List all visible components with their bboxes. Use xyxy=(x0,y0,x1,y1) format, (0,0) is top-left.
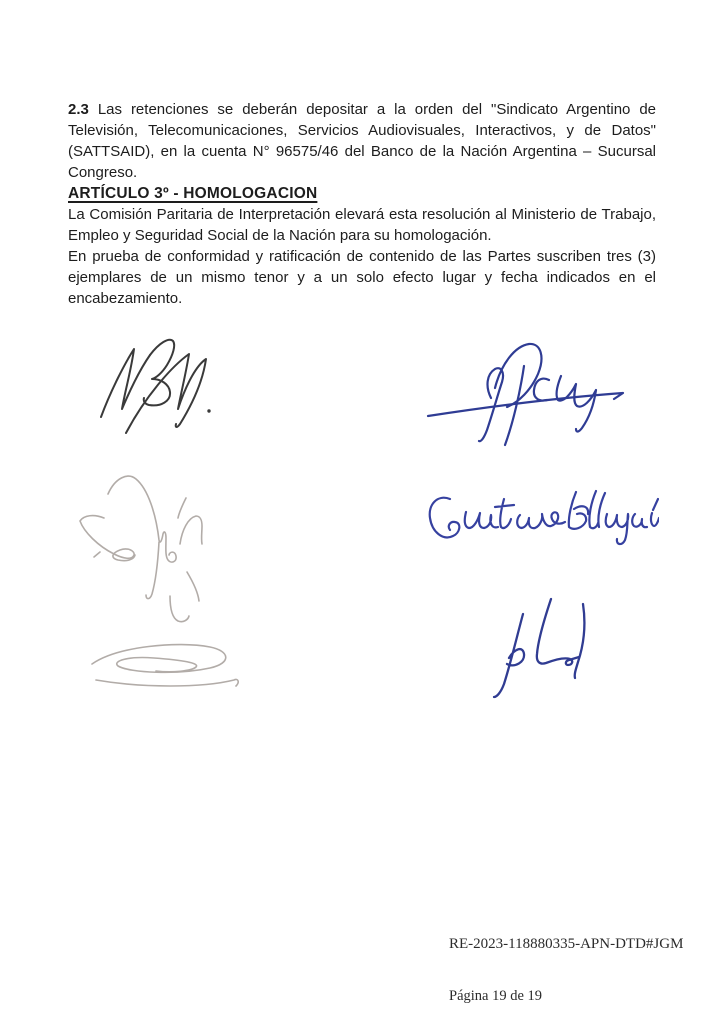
signature-initials-black xyxy=(93,335,223,443)
signature-flourish-blue xyxy=(425,338,640,450)
signature-scribble-gray xyxy=(82,638,242,696)
signature-flourish-gray xyxy=(70,468,215,626)
signature-strokes xyxy=(428,344,623,445)
signature-strokes xyxy=(494,599,584,697)
text-line: ejemplares de un mismo tenor y a un solo efecto lugar y fecha indicados en el xyxy=(68,269,656,286)
signature-strokes xyxy=(92,645,238,686)
text-line: La Comisión Paritaria de Interpretación elevará esta resolución al Ministerio de Trabajo, xyxy=(68,206,656,223)
document-body xyxy=(68,0,656,309)
signature-strokes xyxy=(80,476,202,622)
text-line: Televisión, Telecomunicaciones, Servicios Audiovisuales, Interactivos, y de Datos" xyxy=(68,122,656,139)
clause-text: Las retenciones se deberán depositar a la orden del "Sindicato Argentino de xyxy=(97,101,657,118)
text-line: encabezamiento. xyxy=(68,290,183,307)
paragraph-2-3 xyxy=(68,99,656,183)
clause-number: 2.3 xyxy=(68,101,89,118)
signature-initials-blue xyxy=(487,594,602,704)
text-line: (SATTSAID), en la cuenta N° 96575/46 del Banco de la Nación Argentina – Sucursal xyxy=(68,143,656,160)
text-line xyxy=(68,99,656,120)
signature-strokes xyxy=(101,340,211,433)
article-3-heading: ARTÍCULO 3º - HOMOLOGACION xyxy=(68,185,318,202)
text-line: Congreso. xyxy=(68,164,138,181)
paragraph-conformidad xyxy=(68,246,656,309)
paragraph-homologacion xyxy=(68,204,656,246)
footer-reference: RE-2023-118880335-APN-DTD#JGM xyxy=(449,936,684,952)
text-line: Empleo y Seguridad Social de la Nación para su homologación. xyxy=(68,227,492,244)
footer-page-number: Página 19 de 19 xyxy=(449,988,543,1004)
text-line: En prueba de conformidad y ratificación de contenido de las Partes suscriben tres (3) xyxy=(68,248,656,265)
signature-gustavo-bellingeri xyxy=(424,484,659,550)
signature-strokes xyxy=(430,491,659,544)
